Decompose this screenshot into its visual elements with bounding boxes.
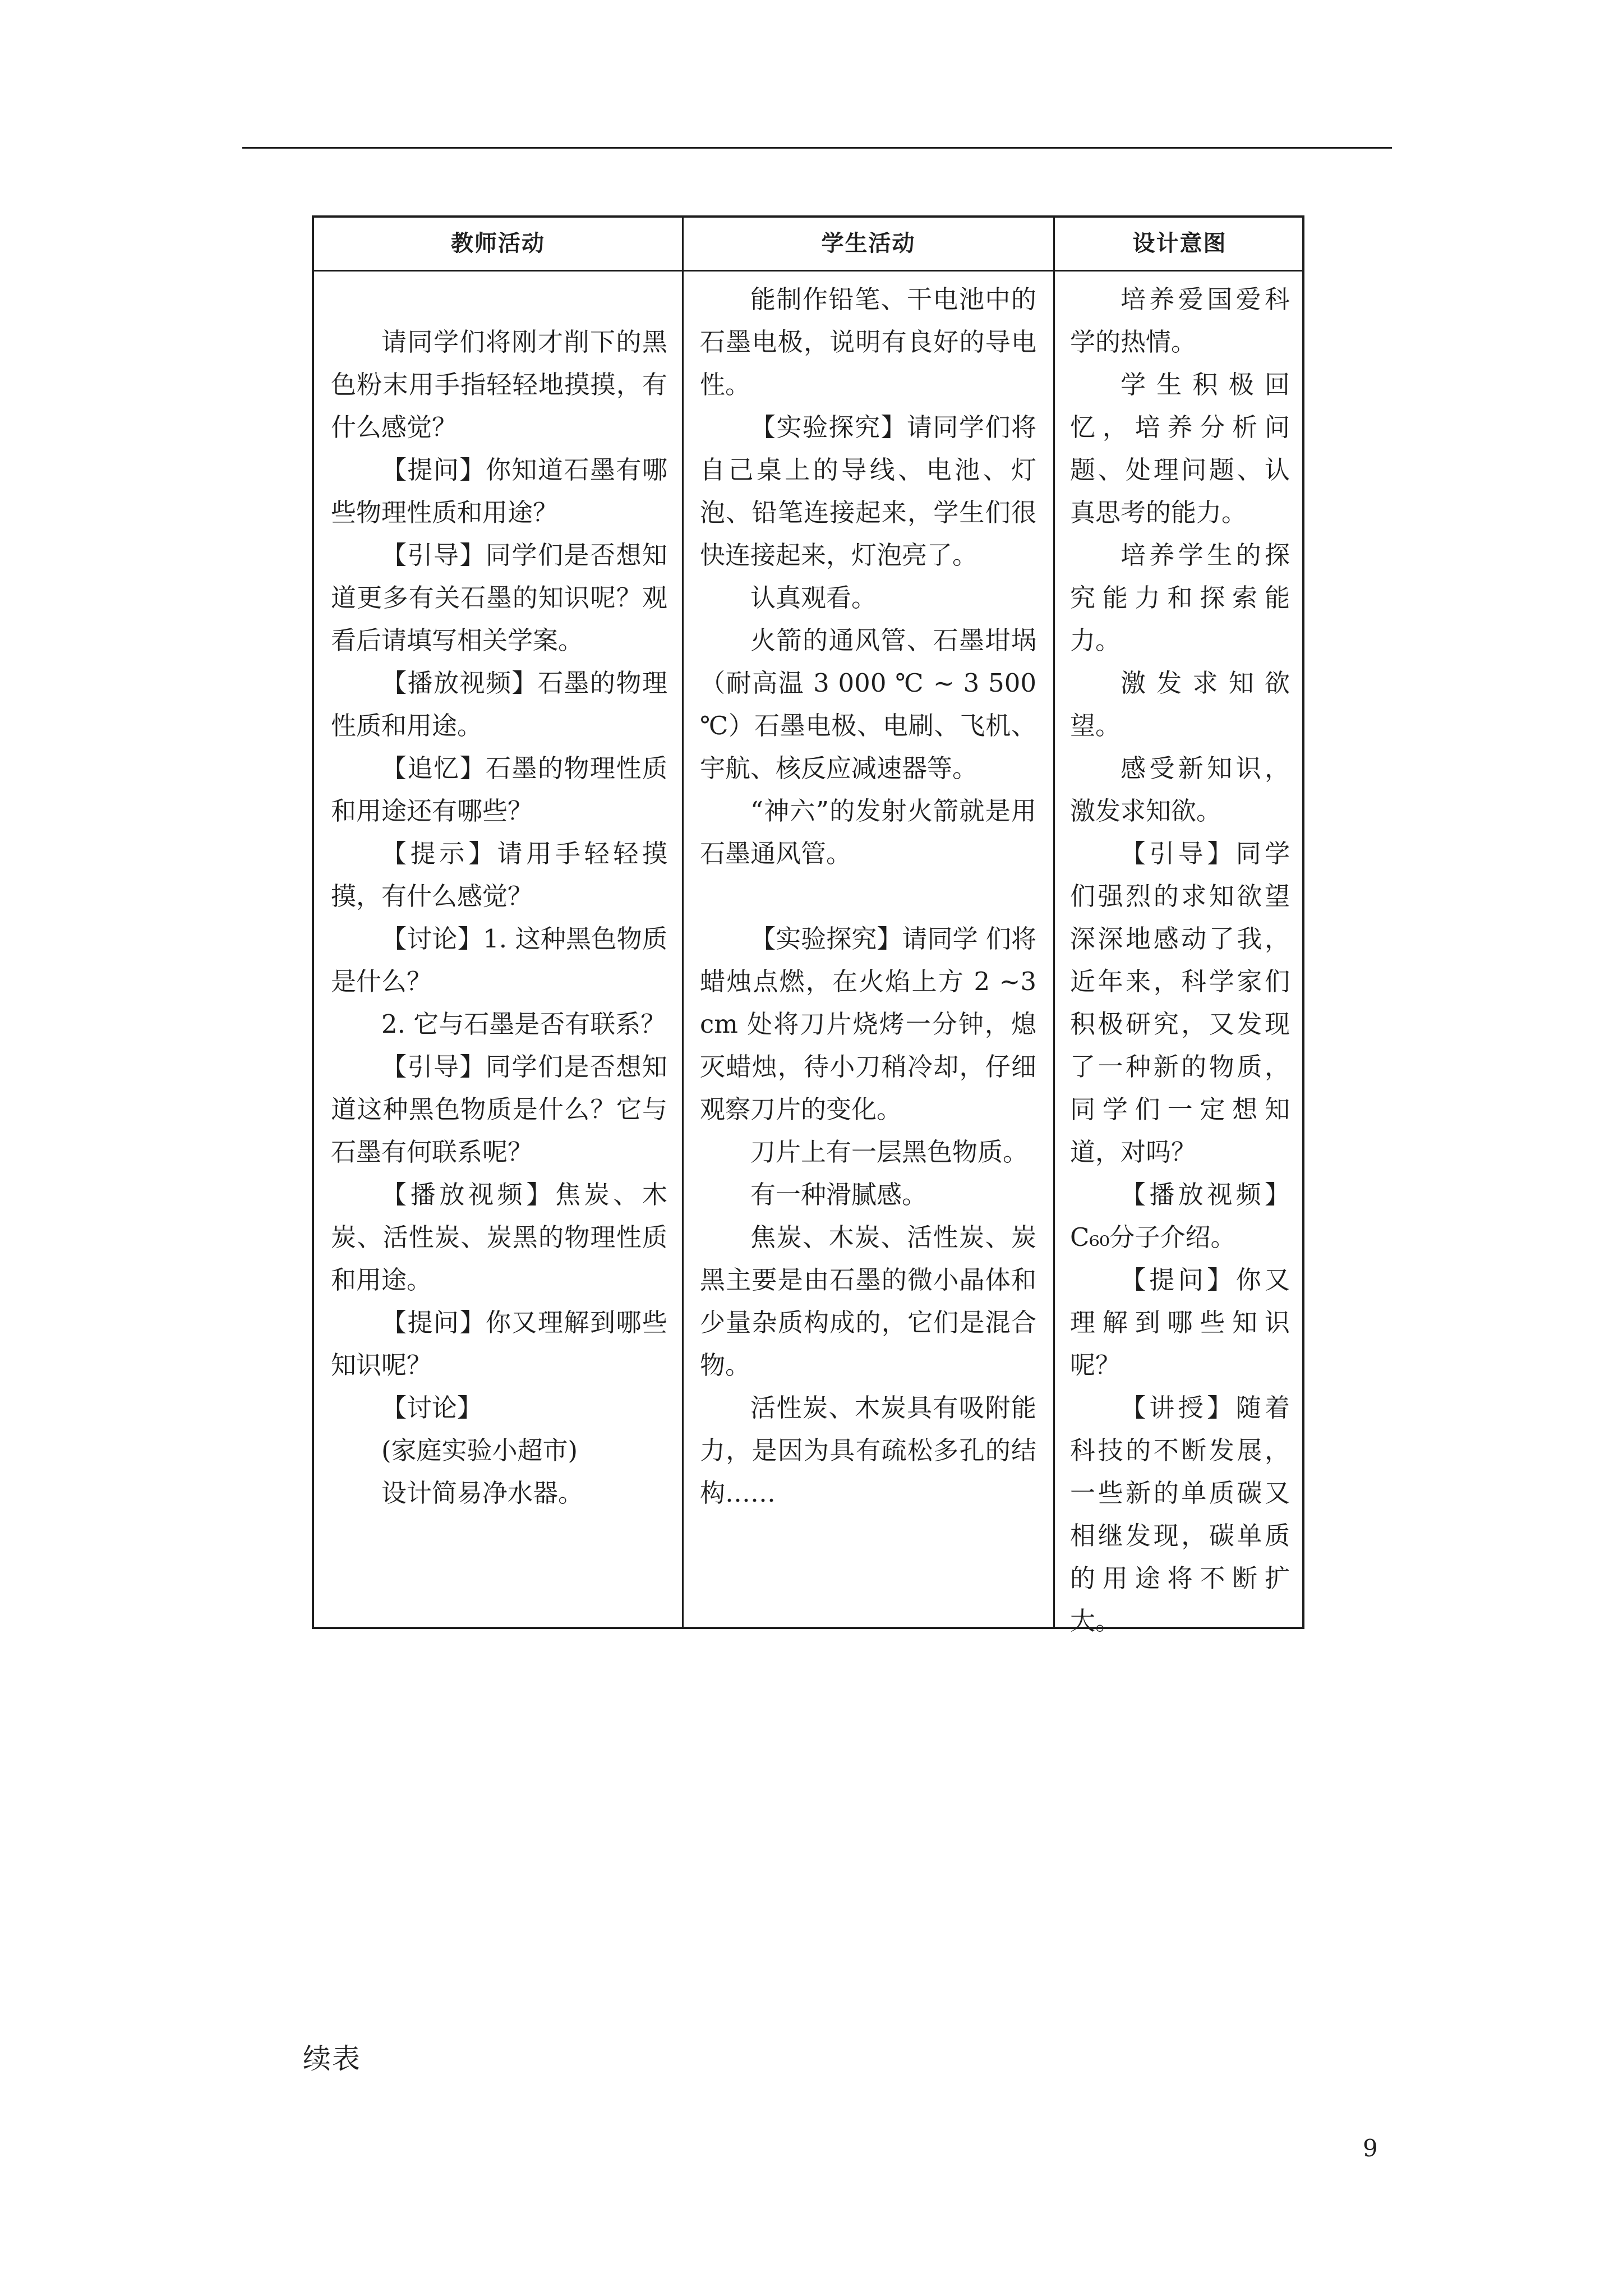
teacher-paragraph: 请同学们将刚才削下的黑色粉末用手指轻轻地摸摸，有什么感觉？ <box>331 327 667 442</box>
teacher-paragraph: 【播放视频】焦炭、木炭、活性炭、炭黑的物理性质和用途。 <box>331 1180 667 1295</box>
teacher-paragraph: 【引导】同学们是否想知道更多有关石墨的知识呢？观看后请填写相关学案。 <box>331 540 667 655</box>
teacher-paragraph: (家庭实验小超市) <box>381 1435 578 1465</box>
blank-line <box>331 278 667 321</box>
student-paragraph: 刀片上有一层黑色物质。 <box>750 1137 1029 1167</box>
student-paragraph: “神六”的发射火箭就是用石墨通风管。 <box>700 796 1036 868</box>
intent-paragraph: 【播放视频】C₆₀分子介绍。 <box>1070 1180 1290 1252</box>
student-paragraph: 焦炭、木炭、活性炭、炭黑主要是由石墨的微小晶体和少量杂质构成的，它们是混合物。 <box>700 1222 1036 1380</box>
intent-paragraph: 培养学生的探究能力和探索能力。 <box>1070 540 1290 655</box>
teacher-paragraph: 【引导】同学们是否想知道这种黑色物质是什么？它与石墨有何联系呢？ <box>331 1052 667 1167</box>
intent-paragraph: 【提问】你又理解到哪些知识呢？ <box>1070 1265 1290 1380</box>
continued-table-label: 续表 <box>303 2042 361 2075</box>
student-paragraph: 认真观看。 <box>750 583 877 613</box>
intent-paragraph: 学生积极回忆，培养分析问题、处理问题、认真思考的能力。 <box>1070 370 1290 527</box>
column-divider <box>682 218 684 1627</box>
teacher-paragraph: 【提问】你知道石墨有哪些物理性质和用途？ <box>331 455 667 527</box>
header-rule <box>242 147 1392 149</box>
teacher-paragraph: 设计简易净水器。 <box>381 1478 584 1508</box>
teacher-paragraph: 【讨论】1. 这种黑色物质是什么？ <box>331 924 667 996</box>
table-header-row <box>314 218 1302 272</box>
page-number: 9 <box>1363 2134 1378 2162</box>
intent-paragraph: 感受新知识，激发求知欲。 <box>1070 753 1290 826</box>
teacher-paragraph: 【播放视频】石墨的物理性质和用途。 <box>331 668 667 740</box>
student-paragraph: 火箭的通风管、石墨坩埚（耐高温 3 000 ℃ ~ 3 500 ℃）石墨电极、电刷、飞机、宇航、核反应减速器等。 <box>700 625 1036 783</box>
intent-paragraph: 培养爱国爱科学的热情。 <box>1070 284 1290 357</box>
blank-line <box>700 875 1036 918</box>
intent-paragraph: 【讲授】随着科技的不断发展，一些新的单质碳又相继发现，碳单质的用途将不断扩大。 <box>1070 1393 1290 1636</box>
teacher-paragraph: 【讨论】 <box>381 1393 483 1423</box>
student-paragraph: 有一种滑腻感。 <box>750 1180 928 1209</box>
header-student-activity: 学生活动 <box>821 231 916 256</box>
teacher-activity-cell <box>331 278 667 1515</box>
teacher-paragraph: 【提问】你又理解到哪些知识呢？ <box>331 1308 667 1380</box>
student-paragraph: 【实验探究】请同学们将自己桌上的导线、电池、灯泡、铅笔连接起来，学生们很快连接起来，灯泡亮了。 <box>700 412 1036 570</box>
teacher-paragraph: 【追忆】石墨的物理性质和用途还有哪些？ <box>331 753 667 826</box>
student-paragraph: 【实验探究】请同学 们将蜡烛点燃，在火焰上方 2 ~3 cm 处将刀片烧烤一分钟，熄灭蜡烛，待小刀稍冷却，仔细观察刀片的变化。 <box>700 924 1036 1124</box>
student-paragraph: 活性炭、木炭具有吸附能力，是因为具有疏松多孔的结构…… <box>700 1393 1036 1508</box>
teacher-paragraph: 【提示】请用手轻轻摸摸，有什么感觉？ <box>331 839 667 911</box>
intent-paragraph: 激发求知欲望。 <box>1070 668 1290 740</box>
lesson-plan-table <box>312 215 1304 1636</box>
header-design-intent: 设计意图 <box>1132 231 1227 256</box>
student-activity-cell <box>700 278 1036 1515</box>
header-teacher-activity: 教师活动 <box>451 231 545 256</box>
teacher-paragraph: 2. 它与石墨是否有联系？ <box>381 1009 666 1039</box>
column-divider <box>1053 218 1055 1627</box>
design-intent-cell <box>1070 278 1290 1642</box>
intent-paragraph: 【引导】同学们强烈的求知欲望深深地感动了我，近年来，科学家们积极研究，又发现了一种新的物质，同学们一定想知道，对吗？ <box>1070 839 1290 1167</box>
student-paragraph: 能制作铅笔、干电池中的石墨电极，说明有良好的导电性。 <box>700 284 1036 399</box>
